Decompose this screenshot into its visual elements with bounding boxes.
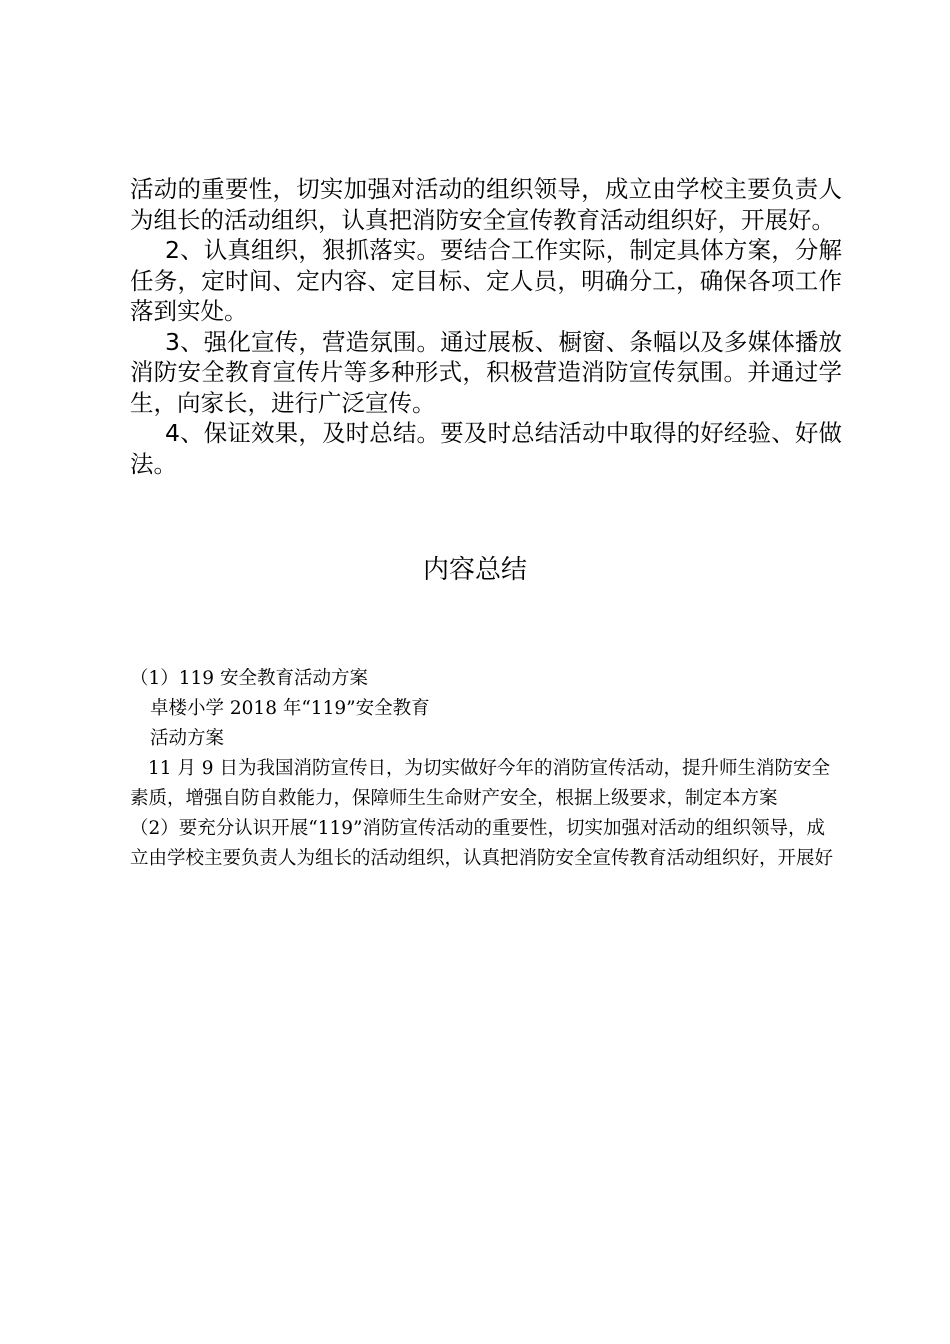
paragraph-2: 2、认真组织，狠抓落实。要结合工作实际，制定具体方案，分解任务，定时间、定内容、定目标、定人员，明确分工，确保各项工作落到实处。 <box>130 236 842 325</box>
paragraph-3: 3、强化宣传，营造氛围。通过展板、橱窗、条幅以及多媒体播放消防安全教育宣传片等多种形式，积极营造消防宣传氛围。并通过学生，向家长，进行广泛宣传。 <box>130 327 842 417</box>
paragraph-1: 活动的重要性，切实加强对活动的组织领导，成立由学校主要负责人为组长的活动组织，认真把消防安全宣传教育活动组织好，开展好。 <box>130 175 842 234</box>
summary-item-2: （2）要充分认识开展“119”消防宣传活动的重要性，切实加强对活动的组织领导，成立由学校主要负责人为组长的活动组织，认真把消防安全宣传教育活动组织好，开展好 <box>130 818 834 869</box>
summary-section <box>130 664 842 874</box>
summary-item-1-line-3: 活动方案 <box>150 728 225 749</box>
body-text <box>130 174 842 479</box>
summary-item-1: （1）119 安全教育活动方案 <box>130 668 368 689</box>
section-title: 内容总结 <box>422 555 527 585</box>
summary-item-1-paragraph: 11 月 9 日为我国消防宣传日，为切实做好今年的消防宣传活动，提升师生消防安全素质，增强自防自救能力，保障师生生命财产安全，根据上级要求，制定本方案 <box>130 758 830 809</box>
paragraph-4: 4、保证效果，及时总结。要及时总结活动中取得的好经验、好做法。 <box>130 419 842 478</box>
summary-item-1-line-2: 卓楼小学 2018 年“119”安全教育 <box>150 698 430 719</box>
